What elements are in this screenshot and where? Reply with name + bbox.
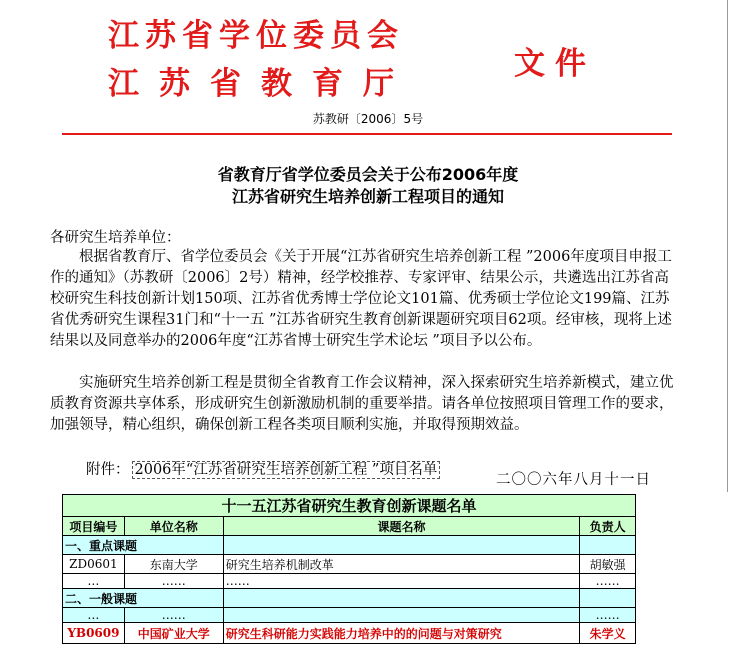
table-row	[63, 608, 636, 623]
table-cell: 中国矿业大学	[124, 623, 223, 644]
table-cell: 朱学义	[580, 623, 636, 644]
column-header-unit: 单位名称	[124, 517, 223, 536]
table-cell: 研究生科研能力实践能力培养中的的问题与对策研究	[223, 623, 580, 644]
table-cell	[223, 536, 580, 555]
table-cell: YB0609	[63, 623, 125, 644]
notice-title-line1: 省教育厅省学位委员会关于公布2006年度	[217, 165, 519, 184]
column-header-leader: 负责人	[580, 517, 636, 536]
body-paragraph-1	[50, 247, 676, 352]
table-cell: ……	[124, 608, 223, 623]
table-cell: …	[63, 608, 125, 623]
table-row	[63, 623, 636, 644]
paragraph-text: 根据省教育厅、省学位委员会《关于开展“江苏省研究生培养创新工程 ”2006年度项目申报工作的通知》（苏教研〔2006〕2号）精神，经学校推荐、专家评审、结果公示，共遴选出江苏省高校研究生科技创新计划150项、江苏省优秀博士学位论文101篇、优秀硕士学位论文199篇、江苏省优秀研究生课程31门和“十一五 ”江苏省研究生教育创新课题研究项目62项。经审核，现将上述结果以及同意举办的2006年度“江苏省博士研究生学术论坛 ”项目予以公布。	[50, 249, 672, 349]
table-cell: ZD0601	[63, 555, 125, 574]
table-cell: 东南大学	[124, 555, 223, 574]
attachment-line	[86, 458, 440, 479]
project-list-table	[62, 494, 636, 644]
table-cell	[580, 536, 636, 555]
table-cell: ……	[223, 574, 580, 589]
table-cell	[223, 608, 580, 623]
table-cell: ……	[124, 574, 223, 589]
column-header-id: 项目编号	[63, 517, 125, 536]
column-header-topic: 课题名称	[223, 517, 580, 536]
attachment-label: 附件：	[86, 462, 130, 478]
category-key-projects: 一、重点课题	[63, 536, 224, 555]
issue-date: 二〇〇六年八月十一日	[496, 472, 651, 488]
table-cell: 胡敏强	[580, 555, 636, 574]
body-paragraph-2	[50, 373, 676, 436]
table-cell: …	[63, 574, 125, 589]
document-number: 苏教研〔2006〕5号	[312, 112, 424, 126]
category-general-projects: 二、一般课题	[63, 589, 224, 608]
table-cell	[580, 589, 636, 608]
document-type-label: 文件	[514, 46, 596, 82]
salutation: 各研究生培养单位：	[50, 230, 181, 246]
table-cell: ……	[580, 574, 636, 589]
page-frame-right-border	[727, 0, 728, 492]
table-row	[63, 574, 636, 589]
notice-title-line2: 江苏省研究生培养创新工程项目的通知	[231, 187, 504, 206]
table-cell: 研究生培养机制改革	[223, 555, 580, 574]
header-red-rule	[62, 133, 672, 135]
table-cell	[223, 589, 580, 608]
table-row	[63, 555, 636, 574]
issuer-name-line2: 江苏省教育厅	[108, 66, 414, 102]
paragraph-text: 实施研究生培养创新工程是贯彻全省教育工作会议精神，深入探索研究生培养新模式，建立优质教育资源共享体系，形成研究生创新激励机制的重要举措。请各单位按照项目管理工作的要求，加强领导，精心组织，确保创新工程各类项目顺利实施，并取得预期效益。	[50, 375, 674, 433]
issuer-name-line1: 江苏省学位委员会	[108, 18, 404, 54]
attachment-link[interactable]: 2006年“江苏省研究生培养创新工程 ”项目名单	[132, 461, 441, 479]
table-cell: ……	[580, 608, 636, 623]
table-title: 十一五江苏省研究生教育创新课题名单	[63, 495, 636, 517]
